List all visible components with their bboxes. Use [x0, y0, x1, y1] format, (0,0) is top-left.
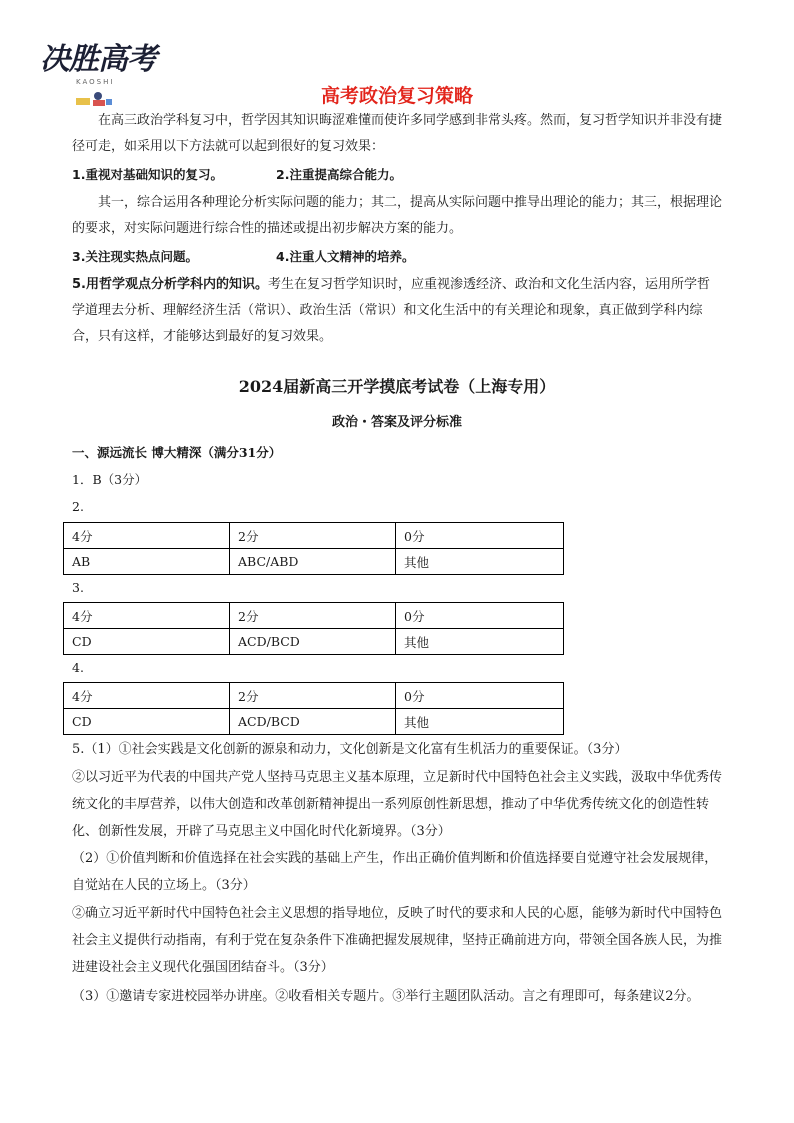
method-5-paragraph: [72, 272, 722, 350]
table-cell: 4分: [64, 523, 230, 549]
intro-paragraph: 在高三政治学科复习中，哲学因其知识晦涩难懂而使许多同学感到非常头疼。然而，复习哲学知识并非没有捷径可走，如采用以下方法就可以起到很好的复习效果：: [72, 113, 723, 154]
table-cell: 0分: [396, 523, 564, 549]
answer-table-q3: [63, 602, 564, 655]
method-5-text: 考生在复习哲学知识时，应重视渗透经济、政治和文化生活内容，运用所学哲学道理去分析、理解经济生活（常识）、政治生活（常识）和文化生活中的有关理论和现象，真正做到学科内综合，只有这样，才能够达到最好的复习效果。: [72, 277, 710, 344]
exam-subtitle: 政治・答案及评分标准: [331, 415, 462, 430]
ability-paragraph: 其一，综合运用各种理论分析实际问题的能力；其二，提高从实际问题中推导出理论的能力；其三，根据理论的要求，对实际问题进行综合性的描述或提出初步解决方案的能力。: [72, 195, 723, 236]
logo-subtext: KAOSHI: [76, 78, 115, 86]
answer-q5-1b: ②以习近平为代表的中国共产党人坚持马克思主义基本原理，立足新时代中国特色社会主义实践，汲取中华优秀传统文化的丰厚营养，以伟大创造和改革创新精神提出一系列原创性新思想，推动了中华优秀传统文化的创造性转化、创新性发展，开辟了马克思主义中国化时代化新境界。（3分）: [72, 770, 723, 839]
answer-q1: 1．B（3分）: [72, 472, 148, 487]
answer-q3-label: 3.: [72, 580, 84, 595]
answer-q5-3: （3）①邀请专家进校园举办讲座。②收看相关专题片。③举行主题团队活动。言之有理即可，每条建议2分。: [72, 989, 700, 1004]
exam-title: 2024届新高三开学摸底考试卷（上海专用）: [238, 377, 556, 396]
table-cell: 2分: [230, 683, 396, 709]
method-1: 1.重视对基础知识的复习。: [72, 167, 223, 182]
table-row: [64, 603, 564, 629]
method-4: 4.注重人文精神的培养。: [276, 249, 415, 264]
table-cell: 2分: [230, 523, 396, 549]
section-heading: 一、源远流长 博大精深（满分31分）: [72, 445, 282, 460]
table-cell: 其他: [396, 629, 564, 655]
answer-q5-1a: 5.（1）①社会实践是文化创新的源泉和动力，文化创新是文化富有生机活力的重要保证。（3分）: [72, 742, 628, 757]
table-cell: 0分: [396, 683, 564, 709]
table-cell: ACD/BCD: [230, 709, 396, 735]
table-cell: 其他: [396, 709, 564, 735]
table-cell: ACD/BCD: [230, 629, 396, 655]
answer-q5-2b: ②确立习近平新时代中国特色社会主义思想的指导地位，反映了时代的要求和人民的心愿，能够为新时代中国特色社会主义提供行动指南，有利于党在复杂条件下准确把握发展规律，坚持正确前进方向，带领全国各族人民，为推进建设社会主义现代化强国团结奋斗。（3分）: [72, 906, 723, 975]
table-row: [64, 549, 564, 575]
table-row: [64, 683, 564, 709]
strategy-title: 高考政治复习策略: [320, 85, 473, 107]
table-row: [64, 709, 564, 735]
table-cell: 4分: [64, 683, 230, 709]
answer-q5-2a: （2）①价值判断和价值选择在社会实践的基础上产生，作出正确价值判断和价值选择要自觉遵守社会发展规律，自觉站在人民的立场上。（3分）: [72, 851, 718, 893]
table-cell: ABC/ABD: [230, 549, 396, 575]
method-2: 2.注重提高综合能力。: [276, 167, 402, 182]
table-row: [64, 629, 564, 655]
table-cell: 2分: [230, 603, 396, 629]
table-row: [64, 523, 564, 549]
table-cell: AB: [64, 549, 230, 575]
answer-table-q2: [63, 522, 564, 575]
table-cell: CD: [64, 629, 230, 655]
table-cell: 其他: [396, 549, 564, 575]
answer-q4-label: 4.: [72, 660, 84, 675]
table-cell: 0分: [396, 603, 564, 629]
method-5: 5.用哲学观点分析学科内的知识。: [72, 277, 268, 292]
answer-table-q4: [63, 682, 564, 735]
answer-q2-label: 2.: [72, 499, 84, 514]
table-cell: CD: [64, 709, 230, 735]
method-3: 3.关注现实热点问题。: [72, 249, 198, 264]
table-cell: 4分: [64, 603, 230, 629]
logo-text: 决胜高考: [40, 42, 156, 77]
